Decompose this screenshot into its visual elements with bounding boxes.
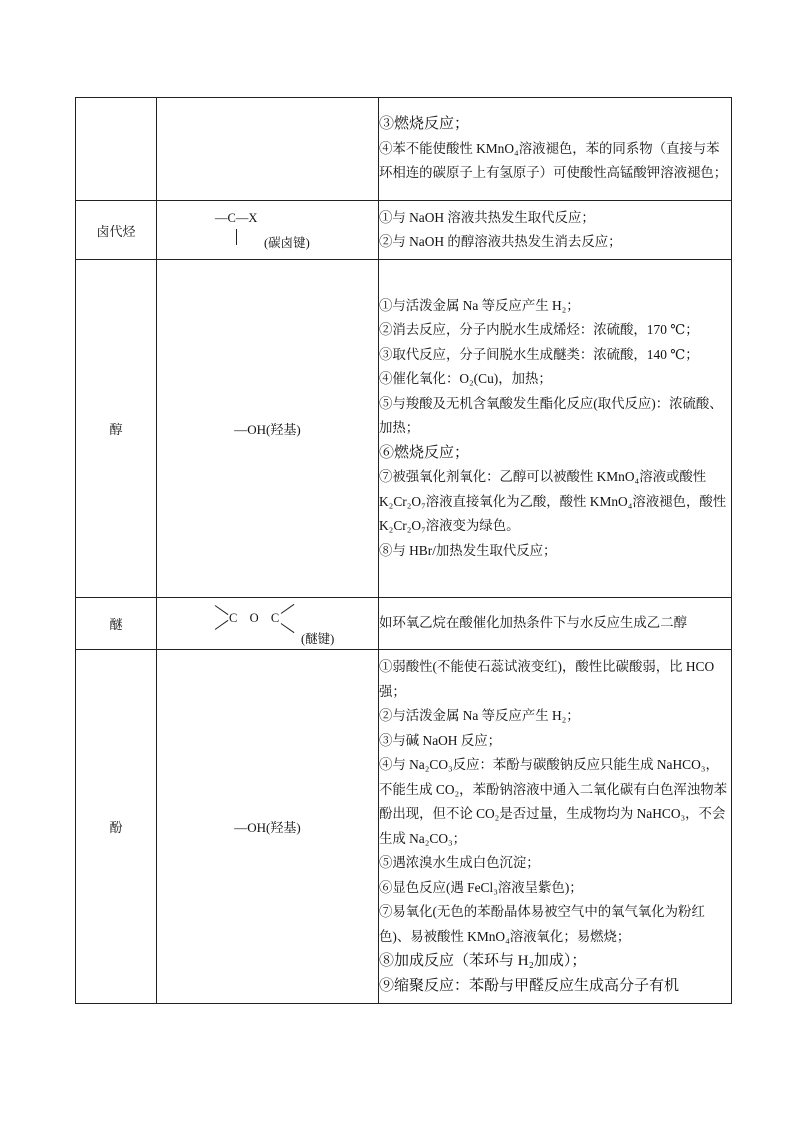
- properties-cell: [379, 598, 732, 650]
- table-row: [76, 201, 732, 260]
- property-item: ①与活泼金属 Na 等反应产生 H₂；: [379, 297, 580, 313]
- properties-cell: [379, 260, 732, 598]
- functional-group-cell: —OH(羟基): [157, 650, 379, 1004]
- table-row: [76, 598, 732, 650]
- compound-name-cell: 酚: [76, 650, 157, 1004]
- property-item: ①与 NaOH 溶液共热发生取代反应；: [379, 209, 595, 225]
- functional-group-cell: —OH(羟基): [157, 260, 379, 598]
- property-item: ⑦被强氧化剂氧化：乙醇可以被酸性 KMnO₄溶液或酸性 K₂Cr₂O₇溶液直接氧化为乙酸，酸性 KMnO₄溶液褪色，酸性 K₂Cr₂O₇溶液变为绿色。: [379, 469, 727, 534]
- carbon-halogen-bond-structure: [157, 201, 378, 259]
- functional-group-cell: [157, 98, 379, 201]
- compound-name-cell: 醚: [76, 598, 157, 650]
- property-item: ③与碱 NaOH 反应；: [379, 732, 501, 748]
- table-row: [76, 98, 732, 201]
- property-item: ⑤遇浓溴水生成白色沉淀；: [379, 855, 540, 870]
- bond-line: [215, 619, 229, 629]
- property-item: ②与活泼金属 Na 等反应产生 H₂；: [379, 708, 580, 723]
- compound-name-cell: [76, 98, 157, 201]
- functional-group-cell: [157, 201, 379, 260]
- property-item: 如环氧乙烷在酸催化加热条件下与水反应生成乙二醇: [379, 615, 687, 631]
- group-label: (碳卤键): [264, 236, 310, 250]
- properties-cell: [379, 201, 732, 260]
- bond-line: [281, 623, 295, 633]
- property-item: ③取代反应，分子间脱水生成醚类：浓硫酸，140 ℃；: [379, 346, 699, 362]
- functional-group-cell: [157, 598, 379, 650]
- property-item: ③燃烧反应；: [379, 116, 470, 133]
- property-item: ⑧与 HBr/加热发生取代反应；: [379, 542, 557, 558]
- table-row: [76, 260, 732, 598]
- compound-name-cell: 醇: [76, 260, 157, 598]
- property-item: ⑤与羧酸及无机含氧酸发生酯化反应(取代反应)：浓硫酸、加热；: [379, 395, 723, 436]
- property-item: ④与 Na₂CO₃反应：苯酚与碳酸钠反应只能生成 NaHCO₃，不能生成 CO₂，苯酚钠溶液中通入二氧化碳有白色浑浊物苯酚出现，但不论 CO₂是否过量，生成物均为 NaHCO₃，不会生成 Na₂CO₃；: [379, 757, 727, 846]
- property-item: ⑧加成反应（苯环与 H₂加成）；: [379, 953, 587, 969]
- property-item: ⑥燃烧反应；: [379, 444, 470, 461]
- property-item: ⑦易氧化(无色的苯酚晶体易被空气中的氧气氧化为粉红色)、易被酸性 KMnO₄溶液氧化；易燃烧；: [379, 904, 705, 944]
- group-label: (醚键): [301, 631, 335, 646]
- ether-bond-structure: [157, 599, 378, 649]
- property-item: ④催化氧化：O₂(Cu)，加热；: [379, 371, 552, 387]
- property-item: ②与 NaOH 的醇溶液共热发生消去反应；: [379, 234, 622, 249]
- structure-formula: —C—X: [215, 211, 258, 225]
- properties-cell: [379, 98, 732, 201]
- bond-line: [281, 603, 295, 613]
- table-row: [76, 650, 732, 1004]
- structure-atoms: C O C: [229, 610, 282, 625]
- compound-name-cell: 卤代烃: [76, 201, 157, 260]
- property-item: ⑥显色反应(遇 FeCl₃溶液呈紫色)；: [379, 879, 583, 895]
- property-item: ②消去反应，分子内脱水生成烯烃：浓硫酸，170 ℃；: [379, 322, 699, 338]
- properties-cell: [379, 650, 732, 1004]
- functional-group-table: [75, 97, 732, 1004]
- bond-line: [236, 229, 237, 245]
- bond-line: [215, 605, 229, 615]
- property-item: ⑨缩聚反应：苯酚与甲醛反应生成高分子有机: [379, 977, 680, 994]
- property-item: ④苯不能使酸性 KMnO₄溶液褪色，苯的同系物（直接与苯环相连的碳原子上有氢原子）可使酸性高锰酸钾溶液褪色；: [379, 140, 728, 181]
- property-item: ①弱酸性(不能使石蕊试液变红)，酸性比碳酸弱，比 HCO 强；: [379, 659, 715, 699]
